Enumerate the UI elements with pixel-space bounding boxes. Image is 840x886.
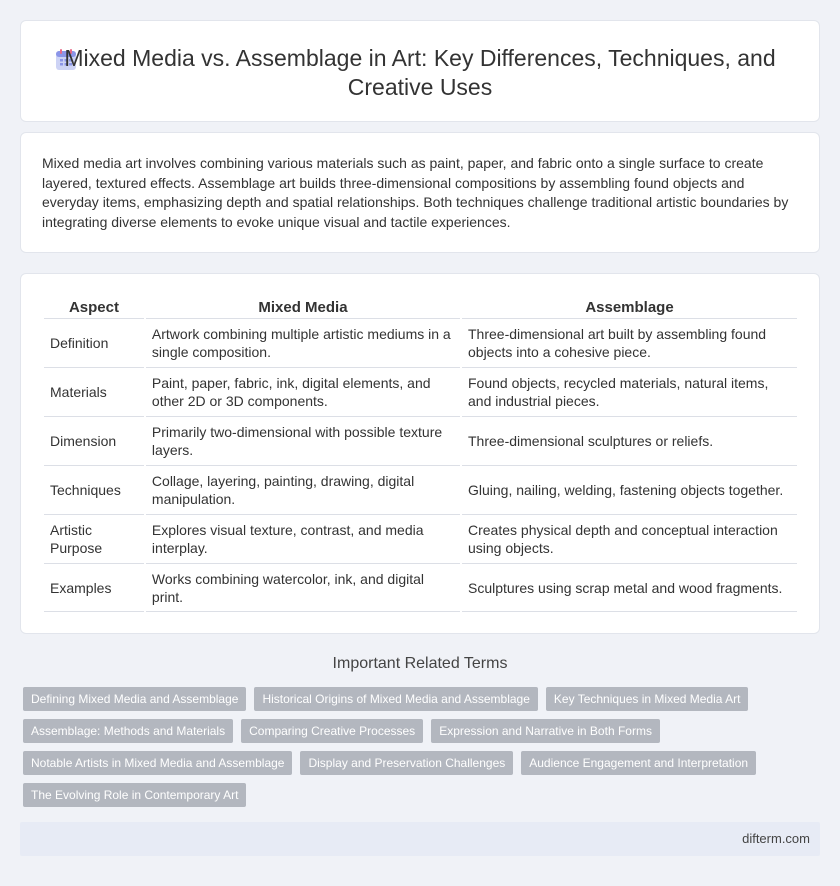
footer — [20, 822, 820, 856]
table-row — [44, 318, 797, 367]
related-term-tag[interactable]: The Evolving Role in Contemporary Art — [23, 783, 246, 807]
table-cell: Primarily two-dimensional with possible texture layers. — [146, 416, 460, 465]
comparison-card — [20, 273, 820, 634]
table-cell: Techniques — [44, 465, 144, 514]
table-cell: Materials — [44, 367, 144, 416]
table-cell: Paint, paper, fabric, ink, digital elements, and other 2D or 3D components. — [146, 367, 460, 416]
table-header-row — [44, 294, 797, 318]
table-row — [44, 563, 797, 612]
related-term-tag[interactable]: Historical Origins of Mixed Media and Assemblage — [254, 687, 537, 711]
related-term-tag[interactable]: Expression and Narrative in Both Forms — [431, 719, 660, 743]
table-cell: Three-dimensional art built by assembling found objects into a cohesive piece. — [462, 318, 797, 367]
column-header: Assemblage — [585, 299, 674, 316]
related-term-tag[interactable]: Notable Artists in Mixed Media and Assemblage — [23, 751, 292, 775]
related-terms-title: Important Related Terms — [332, 655, 508, 672]
related-term-tag[interactable]: Key Techniques in Mixed Media Art — [546, 687, 749, 711]
table-cell: Dimension — [44, 416, 144, 465]
header-card — [20, 20, 820, 122]
table-cell: Explores visual texture, contrast, and media interplay. — [146, 514, 460, 563]
table-cell: Found objects, recycled materials, natural items, and industrial pieces. — [462, 367, 797, 416]
intro-card — [20, 132, 820, 253]
table-cell: Gluing, nailing, welding, fastening objects together. — [462, 465, 797, 514]
table-cell: Artwork combining multiple artistic mediums in a single composition. — [146, 318, 460, 367]
related-term-tag[interactable]: Display and Preservation Challenges — [300, 751, 513, 775]
table-row — [44, 514, 797, 563]
related-terms-list — [23, 687, 803, 807]
table-row — [44, 367, 797, 416]
table-cell: Examples — [44, 563, 144, 612]
column-header: Aspect — [68, 299, 119, 316]
comparison-table — [42, 294, 799, 612]
table-cell: Sculptures using scrap metal and wood fragments. — [462, 563, 797, 612]
related-term-tag[interactable]: Assemblage: Methods and Materials — [23, 719, 233, 743]
site-link[interactable]: difterm.com — [742, 831, 810, 846]
intro-text: Mixed media art involves combining various materials such as paint, paper, and fabric onto a single surface to create layered, textured effects. Assemblage art builds three-dimensional compositions by assembling found objects and everyday items, emphasizing depth and spatial relationships. Both techniques challenge traditional artistic boundaries by integrating diverse elements to evoke unique visual and tactile experiences. — [42, 155, 789, 230]
table-cell: Creates physical depth and conceptual interaction using objects. — [462, 514, 797, 563]
table-cell: Collage, layering, painting, drawing, digital manipulation. — [146, 465, 460, 514]
table-cell: Definition — [44, 318, 144, 367]
related-term-tag[interactable]: Defining Mixed Media and Assemblage — [23, 687, 246, 711]
table-cell: Artistic Purpose — [44, 514, 144, 563]
page-title: Mixed Media vs. Assemblage in Art: Key Differences, Techniques, and Creative Uses — [64, 45, 776, 100]
related-term-tag[interactable]: Comparing Creative Processes — [241, 719, 423, 743]
table-row — [44, 465, 797, 514]
column-header: Mixed Media — [258, 299, 348, 316]
table-row — [44, 416, 797, 465]
related-term-tag[interactable]: Audience Engagement and Interpretation — [521, 751, 756, 775]
table-cell: Three-dimensional sculptures or reliefs. — [462, 416, 797, 465]
table-cell: Works combining watercolor, ink, and digital print. — [146, 563, 460, 612]
